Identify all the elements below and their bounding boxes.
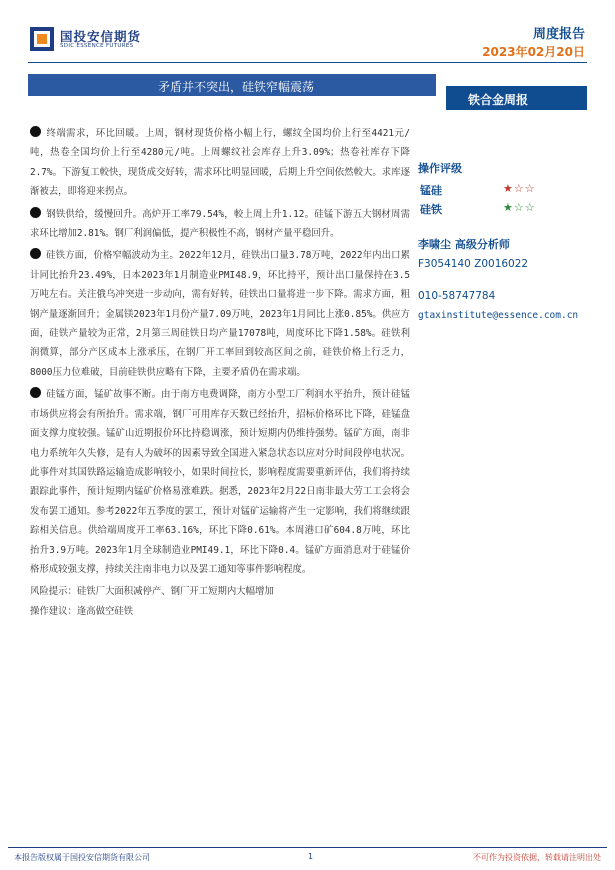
paragraph-text: 硅锰方面，锰矿故事不断。由于南方电费调降，南方小型工厂利润水平抬升，预计硅锰市场供应将会有所抬升。需求端，钢厂可用库存天数已经抬升，招标价格环比下降，硅锰盘面支撑力度较强。锰矿山近期报价环比持稳调涨，预计短期内仍维持强势。锰矿方面，南非电力系统年久失修，是有人为破坏的因素导致全国进入紧急状态以应对分时间段停电状况。此事件对其国铁路运输造成影响较小，如果时间拉长，影响程度需要重新评估，我们将持续跟踪此事件，预计短期内锰矿价格易涨难跌。据悉，2023年2月22日南非最大劳工工会将会发布罢工通知。参考2022年五季度的罢工，预计对锰矿运输将产生一定影响，我们将继续跟踪相关信息。供给端周度开工率63.16%，环比下降0.61%。本周港口矿604.8万吨，环比抬升3.9万吨。2023年1月全球制造业PMI49.1，环比下降0.4。锰矿方面消息对于硅锰价格形成较强支撑，持续关注南非电力以及罢工通知等事件影响程度。 (30, 389, 410, 575)
risk-text: 硅铁厂大面积减停产、钢厂开工短期内大幅增加 (76, 586, 274, 598)
page-number: 1 (308, 852, 314, 861)
company-logo (30, 25, 180, 55)
contact-email[interactable]: gtaxinstitute@essence.com.cn (418, 310, 579, 321)
analyst-cert: F3054140 Z0016022 (418, 258, 529, 270)
star-filled-icon: ★ (503, 182, 514, 195)
star-rating (503, 201, 536, 214)
risk-label: 风险提示： (30, 586, 77, 598)
bullet-icon (30, 248, 41, 259)
title-bar (28, 74, 436, 96)
header-divider (28, 62, 587, 63)
footer-divider (8, 847, 607, 848)
report-tag (446, 86, 587, 110)
paragraph-text: 终端需求，环比回暖。上周，钢材现货价格小幅上行，螺纹全国均价上行至4421元/吨，热卷全国均价上行至4280元/吨。上周螺纹社会库存上升3.09%；热卷社库存下降2.7%。下游复工較快，现货成交好转，需求环比明显回暖，后期上升空间依然較大。求库逐渐被去，即将迎来拐点。 (30, 128, 410, 198)
paragraph (30, 385, 410, 579)
footer-copyright: 本报告版权属于国投安信期货有限公司 (14, 853, 150, 862)
star-empty-icon: ☆☆ (513, 201, 536, 214)
paragraph-text: 硅铁方面，价格窄幅波动为主。2022年12月，硅铁出口量3.78万吨，2022年内出口累计同比抬升23.49%，日本2023年1月制造业PMI48.9，环比持平，预计出口量保持在3.5万吨左右。关注俄乌冲突进一步动向，需有好转，硅铁出口量将进一步下降。需求方面，粗钢产量逐渐回升；金属镁2023年1月份产量7.09万吨，2023年1月同比上涨0.85%。供应方面，硅铁产量较为正常，2月第三周硅铁日均产量17078吨，周度环比下降1.58%。硅铁利润微算，部分产区成本上涨承压，在钢厂开工率回到较高区间之前，硅铁价格上行乏力，8000压力位难破，目前硅铁供应略有下降，主要矛盾仍在需求端。 (30, 250, 410, 378)
rating-row (418, 201, 598, 220)
strategy-note (30, 602, 410, 622)
risk-note (30, 582, 410, 602)
rating-row (418, 182, 598, 201)
bullet-icon (30, 387, 41, 398)
logo-text-en: SDIC ESSENCE FUTURES (60, 43, 134, 49)
paragraph (30, 124, 410, 202)
strategy-text: 逢高做空硅铁 (76, 606, 134, 618)
star-empty-icon: ☆☆ (513, 182, 536, 195)
paragraph (30, 246, 410, 382)
rating-name: 硅铁 (420, 203, 442, 216)
logo-text-cn: 国投安信期货 (60, 29, 142, 44)
report-tag-label: 铁合金周报 (468, 93, 529, 107)
report-type: 周度报告 (532, 27, 585, 42)
analyst-name: 李啸尘 高级分析师 (418, 238, 510, 251)
footer-disclaimer: 不可作为投资依据，转载请注明出处 (473, 853, 601, 862)
paragraph (30, 205, 410, 244)
rating-title: 操作评级 (418, 162, 462, 175)
bullet-icon (30, 126, 41, 137)
report-title: 矛盾并不突出，硅铁窄幅震荡 (158, 80, 315, 94)
star-rating (503, 182, 536, 195)
star-filled-icon: ★ (503, 201, 514, 214)
report-date: 2023年02月20日 (482, 45, 585, 59)
rating-name: 锰硅 (420, 184, 442, 197)
logo-mark-icon (30, 27, 54, 51)
sidebar (418, 160, 598, 321)
bullet-icon (30, 207, 41, 218)
contact-phone: 010-58747784 (418, 290, 496, 302)
paragraph-text: 钢铁供给，缓慢回升。高炉开工率79.54%，較上周上升1.12。硅锰下游五大钢材周需求环比增加2.81%。钢厂利润偏低，提产积极性不高，钢材产量平稳回升。 (30, 208, 410, 240)
main-content (30, 124, 410, 622)
strategy-label: 操作建议： (30, 606, 77, 618)
